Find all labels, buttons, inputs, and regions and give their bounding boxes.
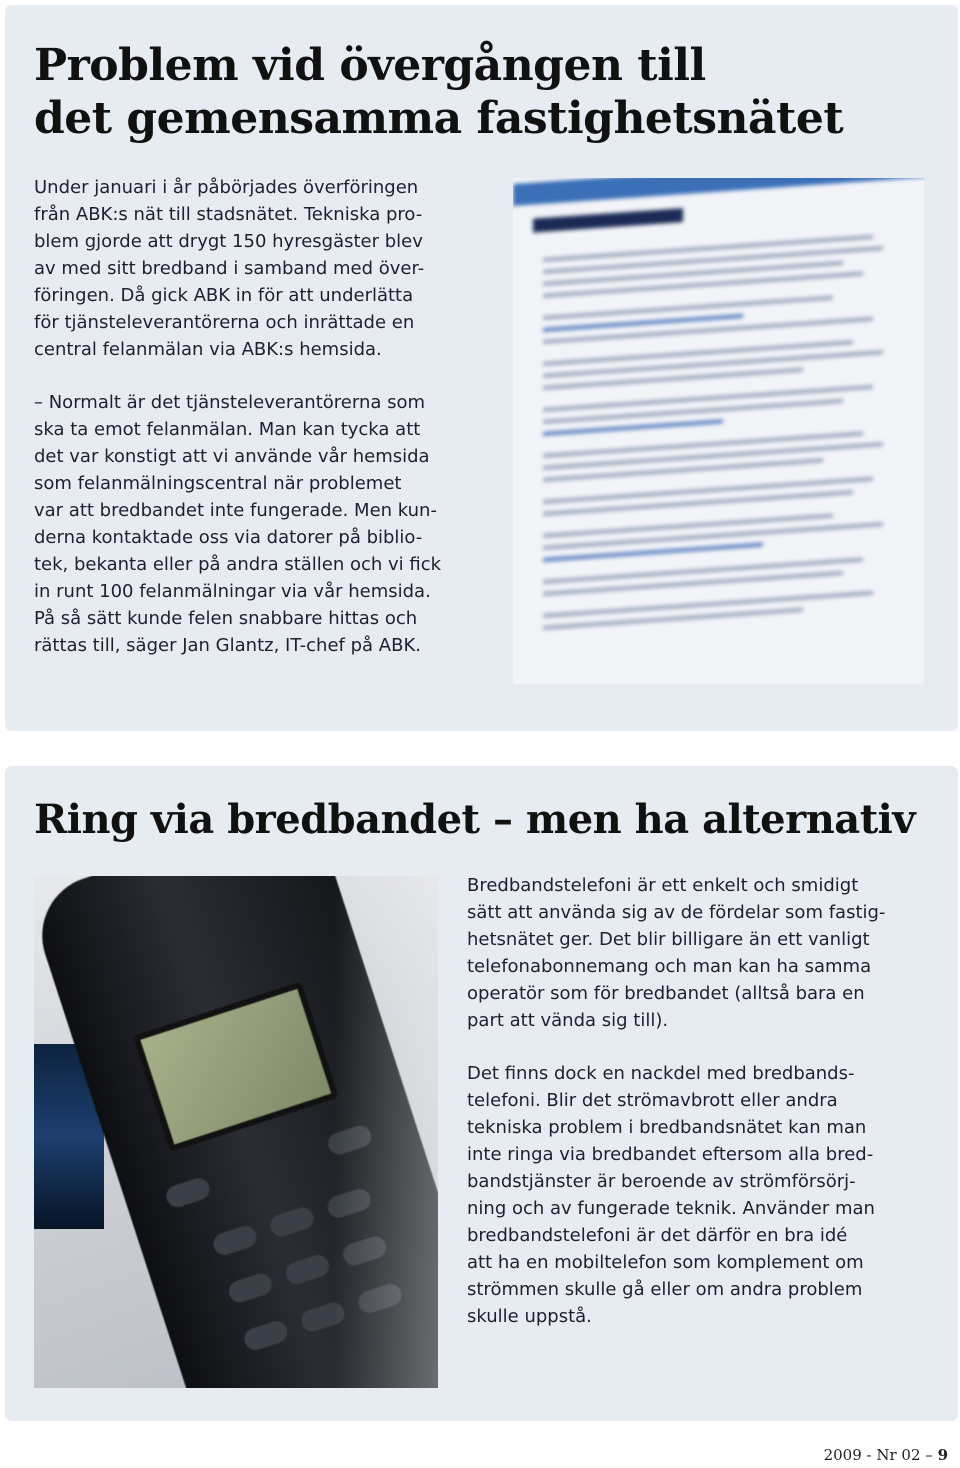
text-line: strömmen skulle gå eller om andra problem [467, 1279, 863, 1300]
text-line: in runt 100 felanmälningar via vår hemsida. [34, 581, 431, 602]
text-line: som felanmälningscentral när problemet [34, 473, 402, 494]
text-line: central felanmälan via ABK:s hemsida. [34, 339, 382, 360]
text-line: bandstjänster är beroende av strömförsörj- [467, 1171, 856, 1192]
text-line: Under januari i år påbörjades överföringen [34, 177, 419, 198]
page-number: 9 [937, 1446, 948, 1464]
text-line: ning och av fungerade teknik. Använder man [467, 1198, 875, 1219]
text-line: skulle uppstå. [467, 1306, 592, 1327]
text-line: – Normalt är det tjänsteleverantörerna som [34, 392, 426, 413]
text-line: part att vända sig till). [467, 1010, 669, 1031]
blurred-webpage-photo [513, 178, 924, 684]
text-line: sätt att använda sig av de fördelar som fastig- [467, 902, 886, 923]
issue-label: 2009 - Nr 02 – [823, 1446, 933, 1464]
text-line: telefonabonnemang och man kan ha samma [467, 956, 872, 977]
text-line: På så sätt kunde felen snabbare hittas och [34, 608, 418, 629]
text-line: att ha en mobiltelefon som komplement om [467, 1252, 864, 1273]
text-line: bredbandstelefoni är det därför en bra idé [467, 1225, 848, 1246]
text-line: ska ta emot felanmälan. Man kan tycka att [34, 419, 421, 440]
text-line: från ABK:s nät till stadsnätet. Tekniska pro- [34, 204, 423, 225]
text-line: rättas till, säger Jan Glantz, IT-chef på ABK. [34, 635, 421, 656]
article2-title: Ring via bredbandet – men ha alternativ [34, 796, 916, 843]
page-footer [824, 1446, 948, 1464]
text-line: Det finns dock en nackdel med bredbands- [467, 1063, 855, 1084]
article1-title-line1: Problem vid övergången till [34, 40, 706, 91]
text-line: inte ringa via bredbandet eftersom alla bred- [467, 1144, 874, 1165]
text-line: derna kontaktade oss via datorer på biblio- [34, 527, 423, 548]
text-line: telefoni. Blir det strömavbrott eller andra [467, 1090, 838, 1111]
cordless-phone-photo [34, 876, 438, 1388]
text-line: föringen. Då gick ABK in för att underlätta [34, 285, 414, 306]
text-line: tekniska problem i bredbandsnätet kan man [467, 1117, 867, 1138]
text-line: hetsnätet ger. Det blir billigare än ett vanligt [467, 929, 870, 950]
article1-paragraph-2 [34, 389, 441, 659]
text-line: blem gjorde att drygt 150 hyresgäster blev [34, 231, 423, 252]
text-line: för tjänsteleverantörerna och inrättade en [34, 312, 415, 333]
text-line: tek, bekanta eller på andra ställen och vi fick [34, 554, 442, 575]
text-line: av med sitt bredband i samband med över- [34, 258, 425, 279]
article2-paragraph-2 [467, 1060, 875, 1330]
article2-paragraph-1 [467, 872, 885, 1034]
article1-title-line2: det gemensamma fastighetsnätet [34, 93, 844, 144]
text-line: Bredbandstelefoni är ett enkelt och smidigt [467, 875, 859, 896]
article1-paragraph-1 [34, 174, 424, 363]
text-line: var att bredbandet inte fungerade. Men kun- [34, 500, 437, 521]
text-line: operatör som för bredbandet (alltså bara en [467, 983, 865, 1004]
text-line: det var konstigt att vi använde vår hemsida [34, 446, 430, 467]
